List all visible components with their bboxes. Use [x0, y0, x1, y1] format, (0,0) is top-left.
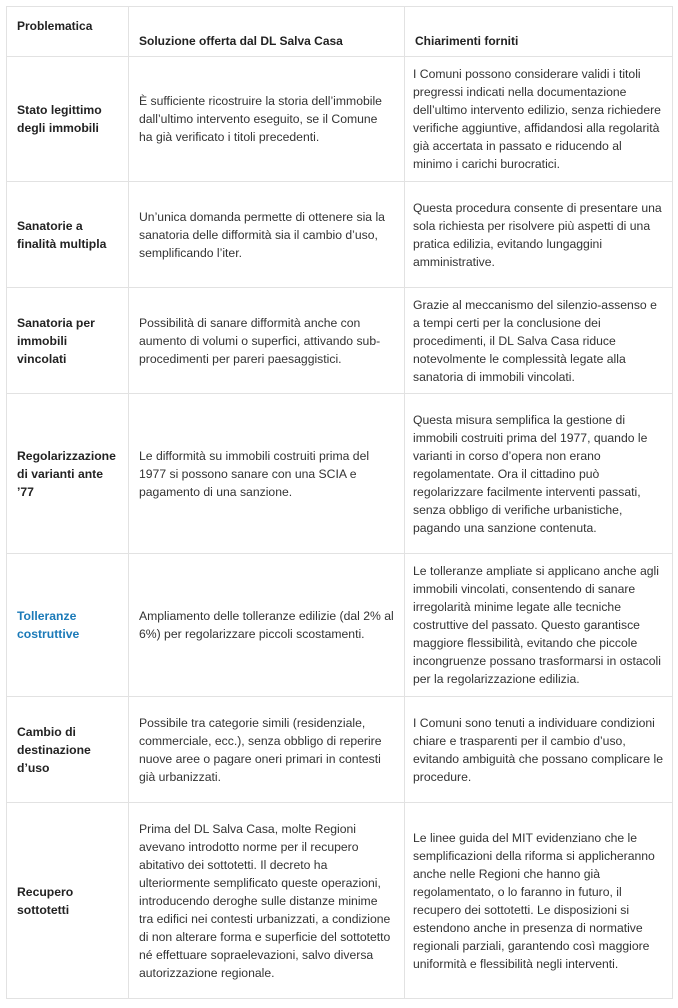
- row-solution: Possibilità di sanare difformità anche con aumento di volumi o superfici, attivando sub-procedimenti per pareri paesaggistici.: [129, 288, 405, 394]
- row-solution: Un’unica domanda permette di ottenere sia la sanatoria delle difformità sia il cambio d’uso, semplificando l’iter.: [129, 182, 405, 288]
- row-problem: Recupero sottotetti: [7, 803, 129, 999]
- row-clarification: Le tolleranze ampliate si applicano anche agli immobili vincolati, consentendo di sanare irregolarità minime legate alle tecniche costruttive del passato. Questo garantisce maggiore flessibilità, evitando che piccole incongruenze possano trasformarsi in ostacoli per la regolarizzazione edilizia.: [405, 554, 673, 697]
- row-problem-link[interactable]: Tolleranze costruttive: [7, 554, 129, 697]
- row-solution: Ampliamento delle tolleranze edilizie (dal 2% al 6%) per regolarizzare piccoli scostamenti.: [129, 554, 405, 697]
- table-row: [7, 57, 673, 182]
- table-row: [7, 803, 673, 999]
- header-clarification: Chiarimenti forniti: [405, 7, 673, 57]
- salva-casa-table: [6, 6, 673, 999]
- table-row: [7, 697, 673, 803]
- row-problem: Stato legittimo degli immobili: [7, 57, 129, 182]
- row-problem: Sanatorie a finalità multipla: [7, 182, 129, 288]
- row-problem: Regolarizzazione di varianti ante ’77: [7, 394, 129, 554]
- row-clarification: Questa procedura consente di presentare una sola richiesta per risolvere più aspetti di una pratica edilizia, evitando lungaggini amministrative.: [405, 182, 673, 288]
- header-problem: Problematica: [7, 7, 129, 57]
- row-solution: È sufficiente ricostruire la storia dell’immobile dall’ultimo intervento eseguito, se il Comune ha già verificato i titoli precedenti.: [129, 57, 405, 182]
- row-clarification: Le linee guida del MIT evidenziano che le semplificazioni della riforma si applicheranno anche nelle Regioni che hanno già regolamentato, o lo faranno in futuro, il recupero dei sottotetti. Le disposizioni si estendono anche in presenza di normative regionali parziali, garantendo così maggiore uniformità e flessibilità negli interventi.: [405, 803, 673, 999]
- table-row: [7, 394, 673, 554]
- row-problem: Cambio di destinazione d’uso: [7, 697, 129, 803]
- table-row: [7, 554, 673, 697]
- row-solution: Prima del DL Salva Casa, molte Regioni avevano introdotto norme per il recupero abitativo dei sottotetti. Il decreto ha ulteriormente semplificato queste operazioni, introducendo deroghe sulle distanze minime tra edifici nei contesti urbanizzati, a condizione di non alterare forma e superficie del sottotetto né effettuare sopraelevazioni, salvo diversa autorizzazione regionale.: [129, 803, 405, 999]
- row-clarification: I Comuni possono considerare validi i titoli pregressi indicati nella documentazione dell’ultimo intervento edilizio, senza richiedere verifiche aggiuntive, affidandosi alla regolarità già accertata in passato e riducendo al minimo i carichi burocratici.: [405, 57, 673, 182]
- row-solution: Le difformità su immobili costruiti prima del 1977 si possono sanare con una SCIA e pagamento di una sanzione.: [129, 394, 405, 554]
- table-row: [7, 182, 673, 288]
- row-clarification: Questa misura semplifica la gestione di immobili costruiti prima del 1977, quando le varianti in corso d’opera non erano regolamentate. Ora il cittadino può regolarizzare facilmente interventi passati, senza obbligo di verifiche urbanistiche, pagando una sanzione contenuta.: [405, 394, 673, 554]
- row-clarification: I Comuni sono tenuti a individuare condizioni chiare e trasparenti per il cambio d’uso, evitando ambiguità che possano complicare le procedure.: [405, 697, 673, 803]
- row-problem: Sanatoria per immobili vincolati: [7, 288, 129, 394]
- row-clarification: Grazie al meccanismo del silenzio-assenso e a tempi certi per la conclusione dei procedimenti, il DL Salva Casa riduce notevolmente le complessità legate alla sanatoria di immobili vincolati.: [405, 288, 673, 394]
- header-solution: Soluzione offerta dal DL Salva Casa: [129, 7, 405, 57]
- table-row: [7, 288, 673, 394]
- header-row: [7, 7, 673, 57]
- row-solution: Possibile tra categorie simili (residenziale, commerciale, ecc.), senza obbligo di reperire nuove aree o pagare oneri primari in contesti già urbanizzati.: [129, 697, 405, 803]
